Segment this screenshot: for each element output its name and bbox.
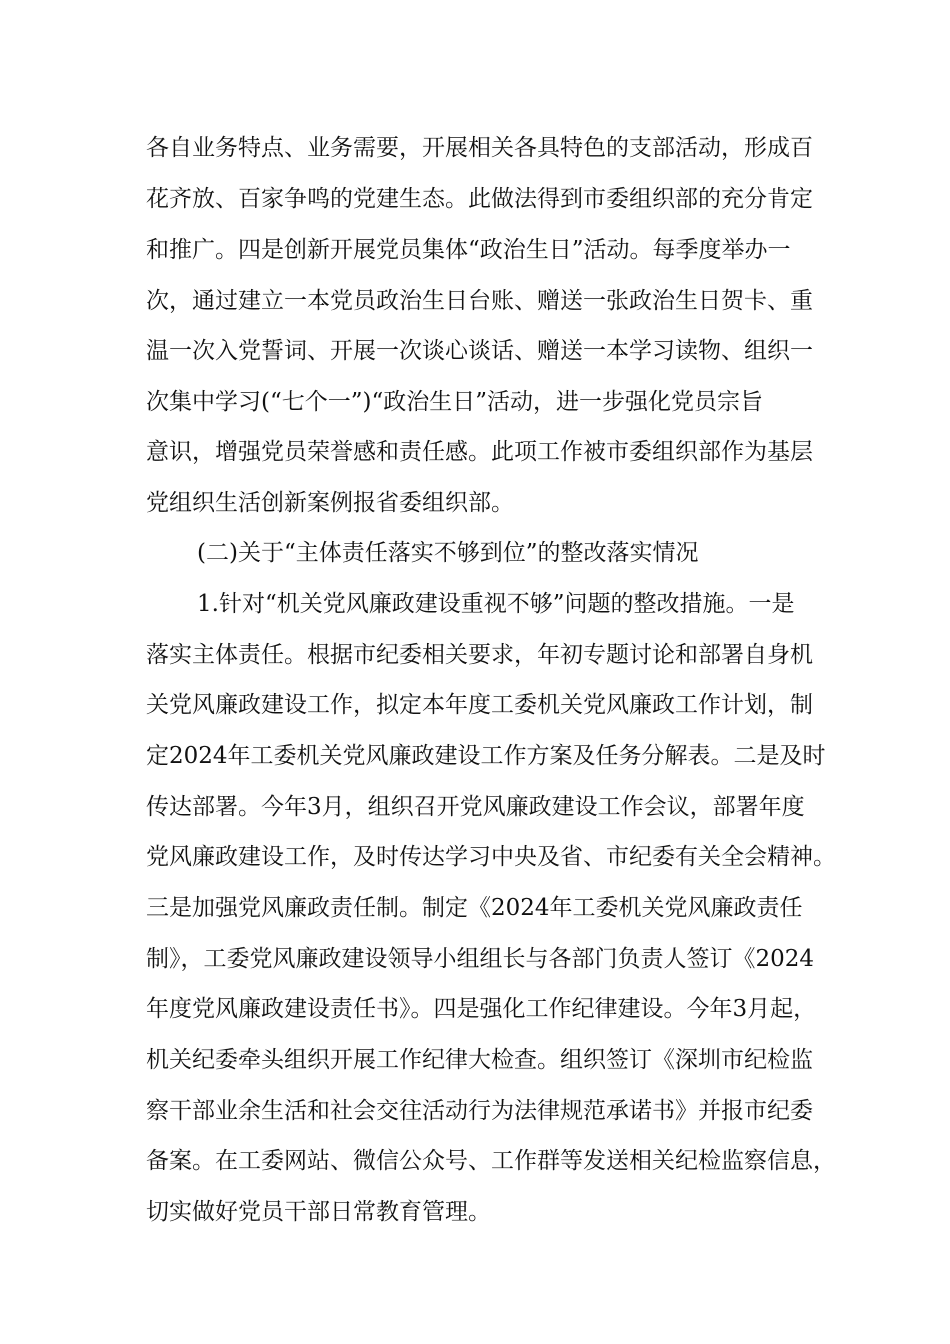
section-heading: (二)关于“主体责任落实不够到位”的整改落实情况	[197, 540, 699, 566]
text-line: 落实主体责任。根据市纪委相关要求，年初专题讨论和部署自身机	[146, 642, 813, 668]
text-line: 花齐放、百家争鸣的党建生态。此做法得到市委组织部的充分肯定	[146, 186, 813, 212]
text-line: 察干部业余生活和社会交往活动行为法律规范承诺书》并报市纪委	[146, 1098, 813, 1124]
text-line: 关党风廉政建设工作，拟定本年度工委机关党风廉政工作计划，制	[146, 692, 813, 718]
text-line: 制》，工委党风廉政建设领导小组组长与各部门负责人签订《2024	[146, 946, 815, 972]
text-line: 切实做好党员干部日常教育管理。	[146, 1199, 491, 1225]
text-line: 党组织生活创新案例报省委组织部。	[146, 490, 514, 516]
text-line: 和推广。四是创新开展党员集体“政治生日”活动。每季度举办一	[146, 237, 791, 263]
text-line: 传达部署。今年3月，组织召开党风廉政建设工作会议，部署年度	[146, 794, 805, 820]
text-line: 党风廉政建设工作，及时传达学习中央及省、市纪委有关全会精神。	[146, 844, 836, 870]
text-line: 次集中学习(“七个一”)“政治生日”活动，进一步强化党员宗旨	[146, 389, 763, 415]
text-line: 温一次入党誓词、开展一次谈心谈话、赠送一本学习读物、组织一	[146, 338, 813, 364]
text-line: 年度党风廉政建设责任书》。四是强化工作纪律建设。今年3月起，	[146, 996, 817, 1022]
text-line: 机关纪委牵头组织开展工作纪律大检查。组织签订《深圳市纪检监	[146, 1047, 813, 1073]
text-line: 意识，增强党员荣誉感和责任感。此项工作被市委组织部作为基层	[146, 439, 813, 465]
paragraph-first-line: 1.针对“机关党风廉政建设重视不够”问题的整改措施。一是	[197, 591, 795, 617]
text-line: 定2024年工委机关党风廉政建设工作方案及任务分解表。二是及时	[146, 743, 826, 769]
text-line: 三是加强党风廉政责任制。制定《2024年工委机关党风廉政责任	[146, 895, 803, 921]
text-line: 各自业务特点、业务需要，开展相关各具特色的支部活动，形成百	[146, 135, 813, 161]
text-line: 次，通过建立一本党员政治生日台账、赠送一张政治生日贺卡、重	[146, 288, 813, 314]
text-line: 备案。在工委网站、微信公众号、工作群等发送相关纪检监察信息，	[146, 1148, 836, 1174]
